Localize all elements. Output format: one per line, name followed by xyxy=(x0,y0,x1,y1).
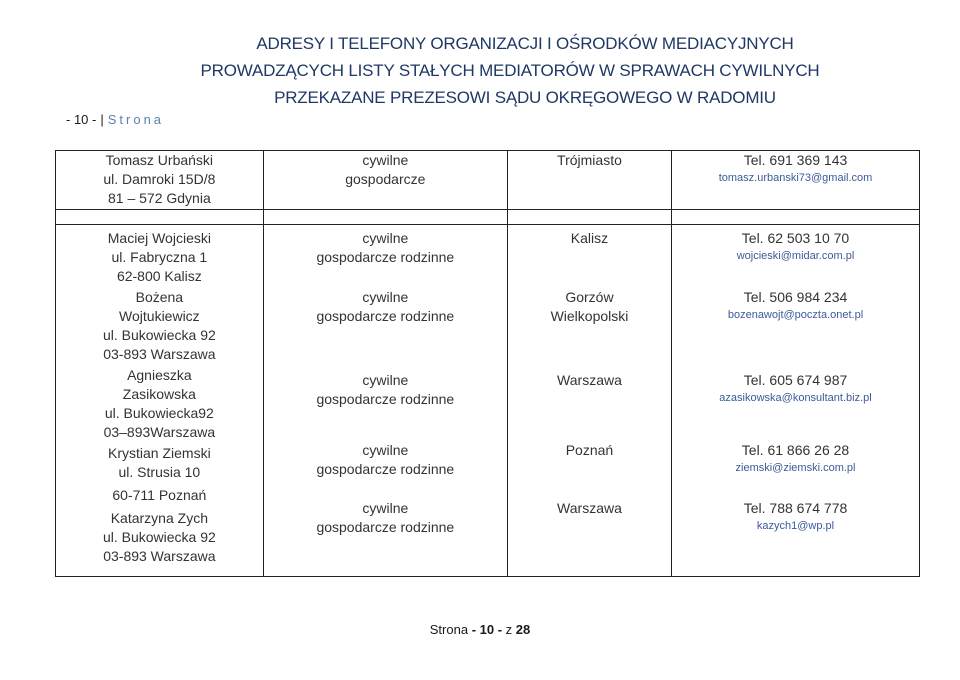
mediator-name-cont: Wojtukiewicz xyxy=(119,308,200,324)
case-type-line: gospodarcze rodzinne xyxy=(316,249,455,265)
mediator-street: ul. Bukowiecka 92 xyxy=(102,327,216,343)
email-address: ziemski@ziemski.com.pl xyxy=(735,462,856,474)
case-type-line: gospodarcze rodzinne xyxy=(316,391,455,407)
table-spacer-row xyxy=(56,210,920,225)
email-address: bozenawojt@poczta.onet.pl xyxy=(727,309,864,321)
city-cell xyxy=(507,151,671,210)
mediator-postal: 60-711 Poznań xyxy=(112,487,207,503)
phone-number: Tel. 62 503 10 70 xyxy=(741,230,850,246)
spacer-cell xyxy=(507,210,671,225)
spacer-cell xyxy=(263,210,507,225)
case-type-cell xyxy=(263,225,507,577)
case-type-line: gospodarcze rodzinne xyxy=(316,308,455,324)
city-name: Warszawa xyxy=(557,372,622,388)
mediator-postal: 03–893Warszawa xyxy=(103,424,216,440)
contact-entry xyxy=(672,288,919,366)
contact-entry xyxy=(672,441,919,499)
spacer-cell xyxy=(56,210,264,225)
mediator-name: Maciej Wojcieski xyxy=(107,230,211,246)
case-type-cell xyxy=(263,151,507,210)
mediator-entry xyxy=(56,229,263,286)
email-address: wojcieski@midar.com.pl xyxy=(736,250,855,262)
case-type-entry xyxy=(264,229,507,288)
case-type-entry xyxy=(264,499,507,537)
mediator-postal: 62-800 Kalisz xyxy=(116,268,202,284)
contact-cell xyxy=(672,225,920,577)
phone-number: Tel. 506 984 234 xyxy=(743,289,848,305)
phone-number: Tel. 605 674 987 xyxy=(743,372,848,388)
city-entry xyxy=(508,499,671,518)
city-cell xyxy=(507,225,671,577)
header-title-line-2: PROWADZĄCYCH LISTY STAŁYCH MEDIATORÓW W SPRAWACH CYWILNYCH xyxy=(200,61,820,80)
case-type-line: cywilne xyxy=(362,152,409,168)
city-name: Trójmiasto xyxy=(557,152,622,168)
case-type-entry xyxy=(264,288,507,366)
phone-number: Tel. 61 866 26 28 xyxy=(741,442,850,458)
mediator-street: ul. Fabryczna 1 xyxy=(111,249,208,265)
page-marker-word: Strona xyxy=(107,112,165,127)
mediator-entry xyxy=(56,366,263,442)
mediator-name-cont: Zasikowska xyxy=(122,386,196,402)
city-name: Warszawa xyxy=(557,500,622,516)
phone-number: Tel. 691 369 143 xyxy=(743,152,848,168)
document-header xyxy=(0,30,960,111)
phone-number: Tel. 788 674 778 xyxy=(743,500,848,516)
name-address-cell xyxy=(56,151,264,210)
page-marker xyxy=(66,112,164,127)
mediator-name: Bożena xyxy=(135,289,184,305)
case-type-line: cywilne xyxy=(362,289,409,305)
mediator-entry xyxy=(56,288,263,364)
footer-prefix: Strona xyxy=(429,622,469,637)
city-name: Kalisz xyxy=(570,230,609,246)
city-name: Poznań xyxy=(565,442,614,458)
case-type-entry xyxy=(264,441,507,499)
mediator-name: Tomasz Urbański xyxy=(105,152,214,168)
case-type-line: gospodarcze rodzinne xyxy=(316,461,455,477)
page-footer xyxy=(0,622,960,637)
email-address: azasikowska@konsultant.biz.pl xyxy=(719,392,872,404)
city-name-cont: Wielkopolski xyxy=(550,308,629,324)
city-entry xyxy=(508,441,671,499)
header-title-line-3: PRZEKAZANE PREZESOWI SĄDU OKRĘGOWEGO W RADOMIU xyxy=(274,88,776,107)
case-type-line: cywilne xyxy=(362,230,409,246)
contact-entry xyxy=(672,499,919,535)
mediator-entry xyxy=(56,509,263,576)
mediator-street: ul. Bukowiecka92 xyxy=(104,405,214,421)
mediator-name: Katarzyna Zych xyxy=(110,510,208,526)
mediator-street: ul. Bukowiecka 92 xyxy=(102,529,216,545)
city-entry xyxy=(508,366,671,441)
header-title-line-1: ADRESY I TELEFONY ORGANIZACJI I OŚRODKÓW MEDIACYJNYCH xyxy=(256,34,794,53)
case-type-line: cywilne xyxy=(362,500,409,516)
contact-entry xyxy=(672,229,919,288)
contact-entry xyxy=(672,366,919,441)
table-row xyxy=(56,151,920,210)
city-entry xyxy=(508,229,671,288)
email-address: kazych1@wp.pl xyxy=(756,520,835,532)
mediator-street: ul. Damroki 15D/8 xyxy=(103,171,216,187)
name-address-cell xyxy=(56,225,264,577)
case-type-line: gospodarcze rodzinne xyxy=(316,519,455,535)
case-type-entry xyxy=(264,366,507,441)
page-marker-separator: | xyxy=(100,112,104,127)
spacer-cell xyxy=(672,210,920,225)
mediator-entry xyxy=(56,444,263,505)
footer-page-number: - 10 - xyxy=(471,622,503,637)
page-marker-number: - 10 - xyxy=(66,112,97,127)
case-type-line: gospodarcze xyxy=(345,171,426,187)
mediator-street: ul. Strusia 10 xyxy=(118,464,201,480)
mediator-postal: 03-893 Warszawa xyxy=(103,346,216,362)
city-entry xyxy=(508,288,671,366)
case-type-line: cywilne xyxy=(362,442,409,458)
email-address: tomasz.urbanski73@gmail.com xyxy=(718,172,873,184)
mediators-table xyxy=(55,150,920,577)
footer-of: z xyxy=(505,622,513,637)
mediator-name: Krystian Ziemski xyxy=(108,445,211,461)
case-type-line: cywilne xyxy=(362,372,409,388)
footer-total-pages: 28 xyxy=(515,622,531,637)
mediator-name: Agnieszka xyxy=(127,367,192,383)
table-row xyxy=(56,225,920,577)
contact-cell xyxy=(672,151,920,210)
mediator-postal: 03-893 Warszawa xyxy=(103,548,216,564)
city-name: Gorzów xyxy=(565,289,614,305)
mediator-postal: 81 – 572 Gdynia xyxy=(107,190,211,206)
